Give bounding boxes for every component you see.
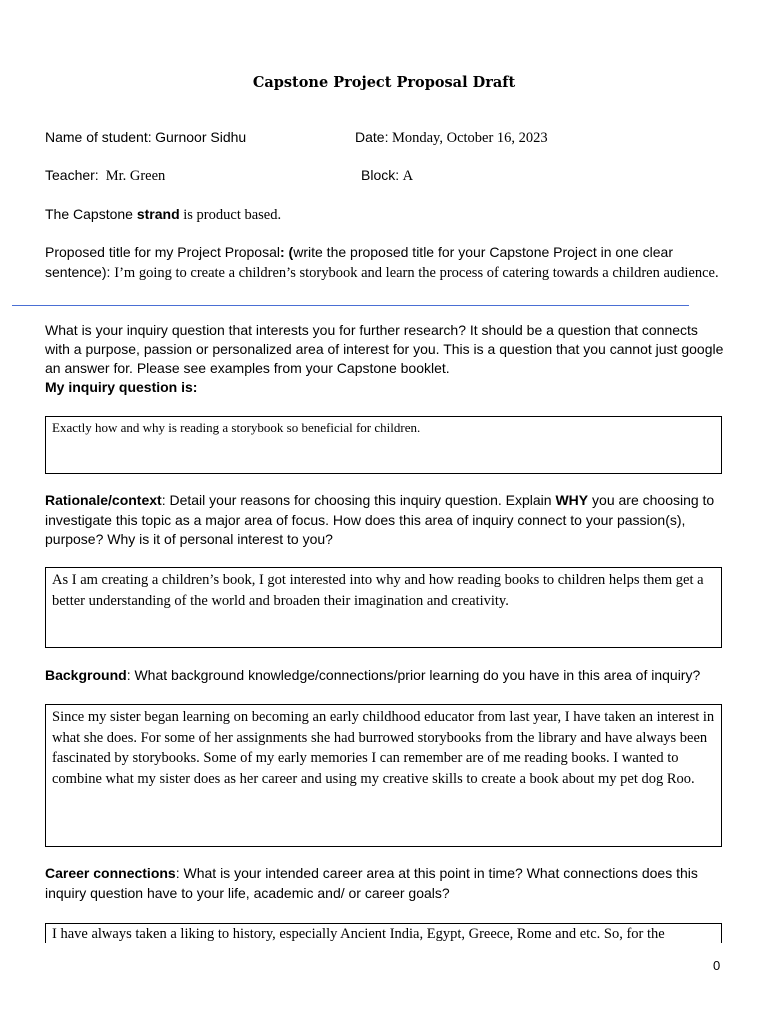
page-title: Capstone Project Proposal Draft	[252, 74, 516, 91]
proposed-title-paragraph	[45, 243, 725, 283]
rationale-prompt-bold: WHY	[555, 492, 589, 508]
date-value: Monday, October 16, 2023	[391, 130, 548, 146]
background-prompt-text: : What background knowledge/connections/prior learning do you have in this area of inquiry?	[126, 667, 701, 683]
block-value: A	[402, 168, 414, 184]
inquiry-prompt	[45, 321, 725, 397]
rationale-prompt-a: : Detail your reasons for choosing this inquiry question. Explain	[161, 492, 556, 508]
strand-bold: strand	[136, 206, 180, 222]
career-answer: I have always taken a liking to history, especially Ancient India, Egypt, Greece, Rome and etc. So, for the	[52, 926, 665, 942]
date-label: Date:	[355, 129, 389, 145]
inquiry-label: My inquiry question is:	[45, 379, 198, 395]
career-prompt-text: : What is your intended career area at this point in time? What connections does this inquiry question have to your life, academic and/ or career goals?	[45, 865, 698, 901]
teacher-value: Mr. Green	[105, 168, 166, 184]
inquiry-answer: Exactly how and why is reading a storybook so beneficial for children.	[52, 420, 421, 435]
student-name-label: Name of student:	[45, 129, 152, 145]
section-divider	[12, 305, 689, 306]
proposed-title-colon: :	[280, 244, 285, 260]
rationale-answer-box[interactable]	[45, 567, 722, 648]
proposed-title-label: Proposed title for my Project Proposal	[45, 244, 280, 260]
career-prompt	[45, 864, 725, 903]
rationale-prompt	[45, 491, 725, 550]
background-prompt	[45, 666, 725, 686]
rationale-label: Rationale/context	[45, 492, 162, 508]
inquiry-prompt-text: What is your inquiry question that interests you for further research? It should be a question that connects with a purpose, passion or personalized area of interest for you. This is a question that you cannot just google an answer for. Please see examples from your Capstone booklet.	[45, 322, 724, 376]
rationale-answer: As I am creating a children’s book, I got interested into why and how reading books to children helps them get a better understanding of the world and broaden their imagination and creativity.	[52, 572, 704, 609]
proposed-title-answer: I’m going to create a children’s storybook and learn the process of catering towards a children audience.	[114, 264, 719, 281]
background-label: Background	[45, 667, 127, 683]
date-line	[355, 128, 548, 148]
rationale-prompt-b: you are choosing to investigate this topic as a major area of focus. How does this area of inquiry connect to your passion(s), purpose? Why is it of personal interest to you?	[45, 492, 715, 547]
proposed-title-paren: (	[284, 244, 294, 260]
strand-prefix: The Capstone	[45, 206, 137, 222]
strand-suffix: is product based.	[179, 207, 282, 223]
teacher-line	[45, 166, 165, 186]
background-answer: Since my sister began learning on becoming an early childhood educator from last year, I have taken an interest in what she does. For some of her assignments she had burrowed storybooks from the library and have always been fascinated by storybooks. Some of my early memories I can remember are of me reading books. I wanted to combine what my sister does as her career and using my creative skills to create a book about my pet dog Roo.	[52, 709, 715, 787]
student-name-value: Gurnoor Sidhu	[155, 129, 247, 145]
strand-line	[45, 205, 281, 225]
inquiry-answer-box[interactable]	[45, 416, 722, 474]
career-answer-box[interactable]	[45, 923, 722, 943]
teacher-label: Teacher:	[45, 167, 99, 183]
student-name-line	[45, 128, 246, 148]
block-label: Block:	[361, 167, 400, 183]
page-number: 0	[713, 958, 721, 973]
background-answer-box[interactable]	[45, 704, 722, 847]
proposed-title-instruction: write the proposed title for your Capstone Project in one clear sentence):	[45, 244, 673, 280]
career-label: Career connections	[45, 865, 176, 881]
block-line	[361, 166, 413, 186]
